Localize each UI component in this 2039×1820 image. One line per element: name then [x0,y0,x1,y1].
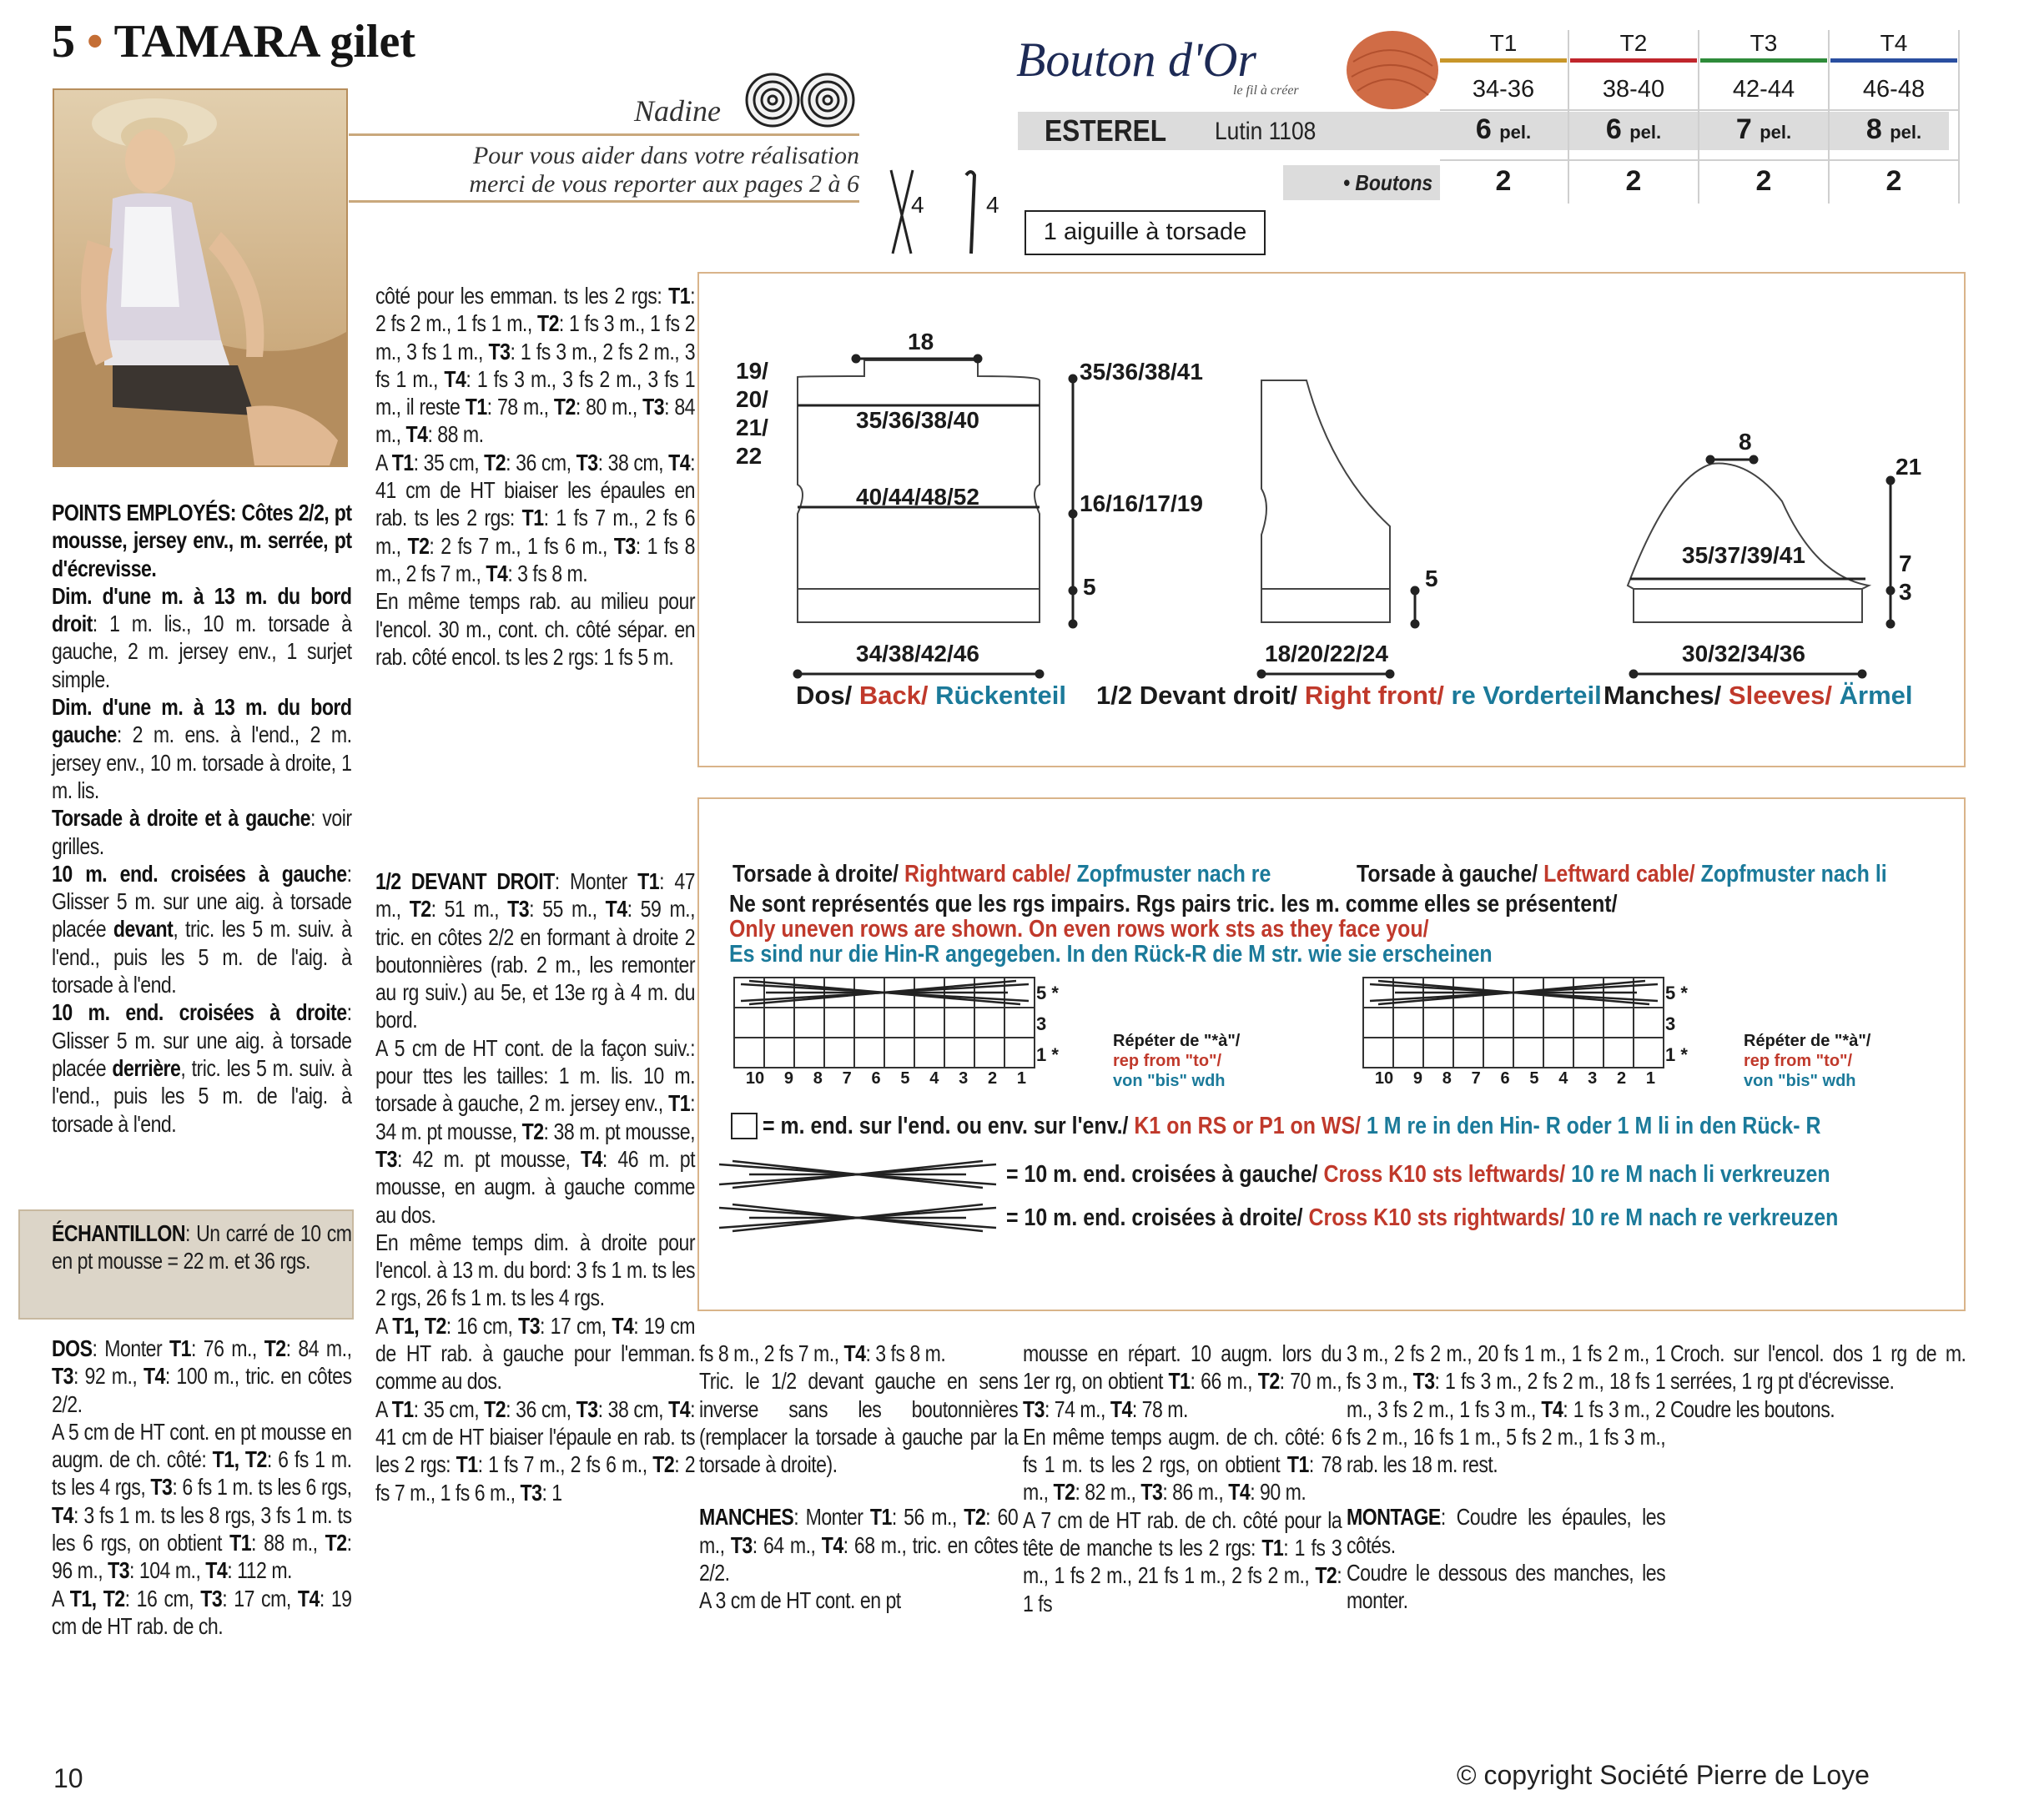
yarn-ball-icon [1345,28,1441,116]
sleeve-right-mid-label: 7 [1899,551,1912,576]
points-employes: POINTS EMPLOYÉS: Côtes 2/2, pt mousse, jersey env., m. serrée, pt d'écrevisse. [52,500,352,581]
buttons-label: • Boutons [1343,170,1433,195]
right-chart-repeat-note: Répéter de "*à"/ rep from "to"/ von "bis" wdh [1113,1032,1241,1090]
sleeve-inner-label: 35/37/39/41 [1682,542,1805,568]
right-chart-row-labels: 5 * 3 1 * [1036,983,1059,1065]
brand-tagline: le fil à créer [1233,83,1299,98]
back-right-low-label: 5 [1083,574,1096,600]
cable-needle-box: 1 aiguille à torsade [1025,210,1266,255]
size-measure-t3: 42-44 [1732,76,1795,103]
size-header-t3: T3 [1750,30,1778,56]
left-chart-col-labels: 10 9 8 7 6 5 4 3 2 1 [1374,1069,1655,1088]
chart-title-left: Torsade à gauche/ Leftward cable/ Zopfmuster nach li [1357,861,1887,887]
header-rule [349,133,859,136]
column-4-instructions: mousse en répart. 10 augm. lors du 1er rg, on obtient T1: 66 m., T2: 70 m., T3: 74 m., T4: 78 m. En même temps augm. de ch. côté: 6 fs 1 m. ts les 2 rgs, on obtient T1: 78 m., T2: 82 m., T3: 86 m., T4: 90 m. A 7 cm de HT rab. de ch. côté pour la tête de manche ts les 2 rgs: T1: 1 fs 3 m., 1 fs 2 m., 21 fs 1 m., 2 fs 2 m., T2: 1 fs [1023,1340,1342,1616]
size-header-t2: T2 [1619,30,1648,56]
size-measure-t2: 38-40 [1602,76,1665,103]
buttons-t3: 2 [1755,165,1772,197]
legend-cross-left: = 10 m. end. croisées à gauche/ Cross K10 sts leftwards/ 10 re M nach li verkreuzen [1006,1161,1830,1188]
dim-left-edge: Dim. d'une m. à 13 m. du bord gauche: 2 m. ens. à l'end., 2 m. jersey env., 10 m. torsade à droite, 1 m. lis. [52,694,352,803]
left-chart-row-labels: 5 * 3 1 * [1665,983,1688,1065]
size-measure-t4: 46-48 [1862,76,1926,103]
yarn-color: Lutin 1108 [1215,118,1317,145]
balls-t3: 7 pel. [1735,113,1792,145]
column-2-instructions: côté pour les emman. ts les 2 rgs: T1: 2 fs 2 m., 1 fs 1 m., T2: 1 fs 3 m., 1 fs 2 m., 3 fs 1 m., T3: 1 fs 3 m., 2 fs 2 m., 3 fs 1 m., T4: 1 fs 3 m., 3 fs 2 m., 3 fs 1 m., il reste T1: 78 m., T2: 80 m., T3: 84 m., T4: 88 m. A T1: 35 cm, T2: 36 cm, T3: 38 cm, T4: 41 cm de HT biaiser les épaules en rab. ts les 2 rgs: T1: 1 fs 7 m., 2 fs 6 m., T2: 2 fs 7 m., 1 fs 6 m., T3: 1 fs 8 m., 2 fs 7 m., T4: 3 fs 8 m. En même temps rab. au milieu pour l'encol. 30 m., cont. ch. côté sépar. en rab. côté encol. ts les 2 rgs: 1 fs 5 m. [375,283,696,670]
knit-stitch-symbol [731,1113,758,1139]
back-inner-label-2: 40/44/48/52 [856,484,979,510]
title-bullet: • [87,16,103,68]
left-chart-repeat-note: Répéter de "*à"/ rep from "to"/ von "bis" wdh [1744,1032,1871,1090]
column-3-instructions: fs 8 m., 2 fs 7 m., T4: 3 fs 8 m. Tric. le 1/2 devant gauche en sens inverse sans les boutonnières (remplacer la torsade à gauche par la torsade à droite). MANCHES: Monter T1: 56 m., T2: 60 m., T3: 64 m., T4: 68 m., tric. en côtes 2/2. A 3 cm de HT cont. en pt [699,1340,1019,1614]
buttons-t4: 2 [1885,165,1902,197]
sleeve-caption: Manches/ Sleeves/ Ärmel [1604,681,1913,710]
legend-knit: = m. end. sur l'end. ou env. sur l'env./ K1 on RS or P1 on WS/ 1 M re in den Hin- R oder 1 M li in den Rück- R [763,1113,1821,1139]
cable-note: Torsade à droite et à gauche: voir grilles. [52,805,352,859]
back-instructions: DOS: Monter T1: 76 m., T2: 84 m., T3: 92 m., T4: 100 m., tric. en côtes 2/2. A 5 cm de HT cont. en pt mousse en augm. de ch. côté: T1, T2: 6 fs 1 m. ts les 4 rgs, T3: 6 fs 1 m. ts les 6 rgs, T4: 3 fs 1 m. ts les 8 rgs, 3 fs 1 m. ts les 6 rgs, on obtient T1: 88 m., T2: 96 m., T3: 104 m., T4: 112 m. A T1, T2: 16 cm, T3: 17 cm, T4: 19 cm de HT rab. de ch. [52,1335,352,1639]
size-table-grid [1440,30,1961,207]
model-photo [53,88,348,467]
buttons-t1: 2 [1495,165,1512,197]
needle-size-1: 4 [911,192,924,218]
back-right-top-label: 35/36/38/41 [1080,359,1203,385]
right-front-instructions: 1/2 DEVANT DROIT: Monter T1: 47 m., T2: 51 m., T3: 55 m., T4: 59 m., tric. en côtes 2/2 en formant à droite 2 boutonnières (rab. 2 m., les remonter au rg suiv.) au 5e, et 13e rg à 4 m. du bord. A 5 cm de HT cont. de la façon suiv.: pour ttes les tailles: 1 m. lis. 10 m. torsade à gauche, 2 m. jersey env., T1: 34 m. pt mousse, T2: 38 m. pt mousse, T3: 42 m. pt mousse, T4: 46 m. pt mousse, en augm. à gauche comme au dos. En même temps dim. à droite pour l'encol. à 13 m. du bord: 3 fs 1 m. ts les 2 rgs, 26 fs 1 m. ts les 4 rgs. A T1, T2: 16 cm, T3: 17 cm, T4: 19 cm de HT rab. à gauche pour l'emman. comme au dos. A T1: 35 cm, T2: 36 cm, T3: 38 cm, T4: 41 cm de HT biaiser l'épaule en rab. ts les 2 rgs: T1: 1 fs 7 m., 2 fs 6 m., T2: 2 fs 7 m., 1 fs 6 m., T3: 1 [375,868,696,1506]
chart-note-fr: Ne sont représentés que les rgs impairs. Rgs pairs tric. les m. comme elles se présentent/ [729,891,1618,918]
sleeve-top-label: 8 [1739,429,1752,455]
front-right-low-label: 5 [1425,566,1438,591]
size-measure-t1: 34-36 [1472,76,1535,103]
legend-cross-right: = 10 m. end. croisées à droite/ Cross K10 sts rightwards/ 10 re M nach re verkreuzen [1006,1204,1839,1231]
yarn-name: ESTEREL [1045,113,1167,148]
balls-t4: 8 pel. [1865,113,1922,145]
size-header-t4: T4 [1880,30,1908,56]
pattern-title [52,15,415,68]
page-number: 10 [53,1763,83,1793]
sleeve-right-top-label: 21 [1896,454,1922,480]
cable-needle-icon [959,167,984,263]
right-chart-col-labels: 10 9 8 7 6 5 4 3 2 1 [745,1069,1026,1088]
chart-note-de: Es sind nur die Hin-R angegeben. In den Rück-R die M str. wie sie erscheinen [729,941,1493,968]
sleeve-right-low-label: 3 [1899,579,1912,605]
gauge-text: ÉCHANTILLON: Un carré de 10 cm en pt mousse = 22 m. et 36 rgs. [52,1220,352,1275]
help-line-1: Pour vous aider dans votre réalisation [472,142,859,169]
cross-right-note: 10 m. end. croisées à droite: Glisser 5 m. sur une aig. à torsade placée derrière, tric. les 5 m. suiv. à l'end., puis les 5 m. de l'aig. à torsade à l'end. [52,999,352,1137]
dim-right-edge: Dim. d'une m. à 13 m. du bord droit: 1 m. lis., 10 m. torsade à gauche, 2 m. jersey env., 1 surjet simple. [52,582,352,692]
balls-t1: 6 pel. [1475,113,1532,145]
pattern-number: 5 [52,16,75,68]
help-line-2: merci de vous reporter aux pages 2 à 6 [469,170,859,198]
front-bottom-label: 18/20/22/24 [1265,641,1388,666]
cross-left-note: 10 m. end. croisées à gauche: Glisser 5 m. sur une aig. à torsade placée devant, tric. les 5 m. suiv. à l'end., puis les 5 m. de l'aig. à torsade à l'end. [52,860,352,998]
column-1-instructions [52,499,352,1138]
pattern-name: TAMARA gilet [113,16,415,68]
back-caption: Dos/ Back/ Rückenteil [796,681,1066,710]
help-note [350,142,859,199]
difficulty-icon [743,70,859,134]
column-6-instructions: Croch. sur l'encol. dos 1 rg de m. serrées, 1 rg pt d'écrevisse. Coudre les boutons. [1670,1340,1966,1422]
buttons-t2: 2 [1625,165,1642,197]
chart-note-en: Only uneven rows are shown. On even rows work sts as they face you/ [729,916,1429,943]
designer-name: Nadine [634,94,721,128]
sleeve-bottom-label: 30/32/34/36 [1682,641,1805,666]
balls-t2: 6 pel. [1605,113,1662,145]
cross-left-symbol [716,1158,1003,1191]
size-header-t1: T1 [1489,30,1518,56]
back-right-mid-label: 16/16/17/19 [1080,490,1203,516]
back-top-label: 18 [908,329,934,354]
back-inner-label-1: 35/36/38/40 [856,407,979,433]
front-caption: 1/2 Devant droit/ Right front/ re Vorderteil [1096,681,1602,710]
brand-logo: Bouton d'Or [1016,33,1256,87]
back-bottom-label: 34/38/42/46 [856,641,979,666]
needle-size-2: 4 [986,192,999,218]
column-5-instructions: 3 m., 2 fs 2 m., 20 fs 1 m., 1 fs 2 m., 1 fs 3 m., T3: 1 fs 3 m., 2 fs 2 m., 18 fs 1 m., 3 fs 2 m., 1 fs 3 m., T4: 1 fs 3 m., 2 fs 2 m., 16 fs 1 m., 5 fs 2 m., 1 fs 3 m., rab. les 18 m. rest. MONTAGE: Coudre les épaules, les côtés. Coudre le dessous des manches, les monter. [1347,1340,1666,1614]
front-outline [1261,380,1390,622]
chart-title-right: Torsade à droite/ Rightward cable/ Zopfmuster nach re [733,861,1271,887]
model-illustration [54,90,346,465]
copyright: © copyright Société Pierre de Loye [1457,1760,1870,1790]
cross-right-symbol [716,1201,1003,1234]
back-side-labels: 19/ 20/ 21/ 22 [736,358,768,469]
header-rule-2 [349,200,859,203]
